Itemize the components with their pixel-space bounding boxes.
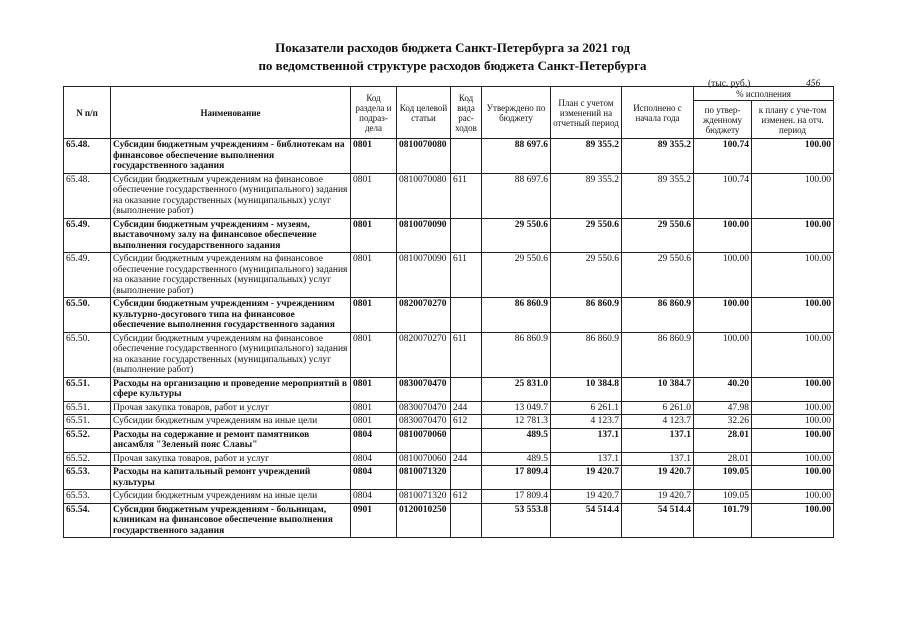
cell-plan: 19 420.7 bbox=[551, 490, 622, 504]
cell-section: 0801 bbox=[351, 139, 397, 174]
cell-approved: 25 831.0 bbox=[482, 377, 551, 401]
cell-plan: 4 123.7 bbox=[551, 415, 622, 429]
cell-plan: 86 860.9 bbox=[551, 298, 622, 333]
cell-plan: 19 420.7 bbox=[551, 466, 622, 490]
cell-num: 65.53. bbox=[64, 490, 111, 504]
cell-approved: 88 697.6 bbox=[482, 173, 551, 218]
cell-plan: 137.1 bbox=[551, 452, 622, 466]
cell-type: 612 bbox=[451, 415, 482, 429]
cell-target: 0120010250 bbox=[397, 503, 451, 538]
cell-section: 0801 bbox=[351, 173, 397, 218]
cell-target: 0810070060 bbox=[397, 452, 451, 466]
cell-pct-approved: 32.26 bbox=[694, 415, 752, 429]
cell-approved: 86 860.9 bbox=[482, 332, 551, 377]
cell-type: 244 bbox=[451, 452, 482, 466]
cell-target: 0810071320 bbox=[397, 466, 451, 490]
cell-plan: 10 384.8 bbox=[551, 377, 622, 401]
table-row bbox=[64, 401, 834, 415]
cell-section: 0804 bbox=[351, 428, 397, 452]
cell-target: 0820070270 bbox=[397, 332, 451, 377]
col-header-plan: План с учетом изменений на отчетный период bbox=[551, 87, 622, 139]
cell-plan: 29 550.6 bbox=[551, 253, 622, 298]
cell-plan: 89 355.2 bbox=[551, 139, 622, 174]
cell-executed: 29 550.6 bbox=[622, 218, 694, 253]
cell-section: 0801 bbox=[351, 401, 397, 415]
col-header-percent-group: % исполнения bbox=[694, 87, 834, 101]
cell-approved: 17 809.4 bbox=[482, 490, 551, 504]
cell-name: Субсидии бюджетным учреждениям на финансовое обеспечение государственного (муниципального) задания на оказание государственных (муниципальных) услуг (выполнение работ) bbox=[111, 332, 351, 377]
cell-executed: 86 860.9 bbox=[622, 298, 694, 333]
cell-executed: 137.1 bbox=[622, 428, 694, 452]
col-header-executed: Исполнено с начала года bbox=[622, 87, 694, 139]
cell-pct-plan: 100.00 bbox=[752, 173, 834, 218]
cell-approved: 86 860.9 bbox=[482, 298, 551, 333]
col-header-section: Код раздела и подраз-дела bbox=[351, 87, 397, 139]
cell-target: 0810071320 bbox=[397, 490, 451, 504]
table-row bbox=[64, 332, 834, 377]
cell-approved: 29 550.6 bbox=[482, 253, 551, 298]
cell-pct-approved: 100.74 bbox=[694, 139, 752, 174]
table-row bbox=[64, 490, 834, 504]
cell-pct-plan: 100.00 bbox=[752, 466, 834, 490]
report-title-line1: Показатели расходов бюджета Санкт-Петербурга за 2021 год bbox=[275, 40, 630, 55]
cell-approved: 13 049.7 bbox=[482, 401, 551, 415]
cell-name: Субсидии бюджетным учреждениям - учреждениям культурно-досугового типа на финансовое обеспечение выполнения государственного задания bbox=[111, 298, 351, 333]
cell-target: 0830070470 bbox=[397, 401, 451, 415]
cell-num: 65.52. bbox=[64, 452, 111, 466]
cell-executed: 29 550.6 bbox=[622, 253, 694, 298]
cell-target: 0810070090 bbox=[397, 253, 451, 298]
col-header-approved: Утверждено по бюджету bbox=[482, 87, 551, 139]
cell-section: 0801 bbox=[351, 218, 397, 253]
cell-type: 244 bbox=[451, 401, 482, 415]
col-header-pct-approved: по утвер-жденному бюджету bbox=[694, 101, 752, 139]
cell-num: 65.49. bbox=[64, 253, 111, 298]
cell-section: 0801 bbox=[351, 253, 397, 298]
cell-section: 0804 bbox=[351, 466, 397, 490]
cell-type: 611 bbox=[451, 253, 482, 298]
table-row bbox=[64, 218, 834, 253]
cell-target: 0810070090 bbox=[397, 218, 451, 253]
cell-plan: 54 514.4 bbox=[551, 503, 622, 538]
table-row bbox=[64, 466, 834, 490]
table-row bbox=[64, 415, 834, 429]
cell-approved: 12 781.3 bbox=[482, 415, 551, 429]
page-number: 456 bbox=[806, 79, 821, 89]
cell-approved: 53 553.8 bbox=[482, 503, 551, 538]
cell-section: 0801 bbox=[351, 415, 397, 429]
cell-section: 0801 bbox=[351, 377, 397, 401]
cell-name: Субсидии бюджетным учреждениям - больницам, клиникам на финансовое обеспечение выполнения государственного задания bbox=[111, 503, 351, 538]
cell-pct-plan: 100.00 bbox=[752, 377, 834, 401]
cell-target: 0830070470 bbox=[397, 377, 451, 401]
cell-target: 0810070080 bbox=[397, 173, 451, 218]
cell-pct-approved: 101.79 bbox=[694, 503, 752, 538]
cell-pct-approved: 100.74 bbox=[694, 173, 752, 218]
cell-type: 612 bbox=[451, 490, 482, 504]
cell-name: Субсидии бюджетным учреждениям на финансовое обеспечение государственного (муниципального) задания на оказание государственных (муниципальных) услуг (выполнение работ) bbox=[111, 173, 351, 218]
cell-num: 65.48. bbox=[64, 173, 111, 218]
table-body bbox=[64, 139, 834, 538]
cell-plan: 137.1 bbox=[551, 428, 622, 452]
cell-pct-approved: 100.00 bbox=[694, 332, 752, 377]
cell-approved: 489.5 bbox=[482, 428, 551, 452]
cell-executed: 89 355.2 bbox=[622, 139, 694, 174]
cell-pct-approved: 109.05 bbox=[694, 466, 752, 490]
cell-pct-plan: 100.00 bbox=[752, 332, 834, 377]
cell-pct-plan: 100.00 bbox=[752, 503, 834, 538]
cell-name: Субсидии бюджетным учреждениям на финансовое обеспечение государственного (муниципального) задания на оказание государственных (муниципальных) услуг (выполнение работ) bbox=[111, 253, 351, 298]
cell-target: 0820070270 bbox=[397, 298, 451, 333]
cell-target: 0830070470 bbox=[397, 415, 451, 429]
cell-type bbox=[451, 503, 482, 538]
cell-executed: 10 384.7 bbox=[622, 377, 694, 401]
cell-pct-approved: 47.98 bbox=[694, 401, 752, 415]
cell-num: 65.50. bbox=[64, 298, 111, 333]
cell-type bbox=[451, 298, 482, 333]
table-row bbox=[64, 298, 834, 333]
cell-executed: 137.1 bbox=[622, 452, 694, 466]
table-row bbox=[64, 428, 834, 452]
cell-num: 65.50. bbox=[64, 332, 111, 377]
cell-target: 0810070080 bbox=[397, 139, 451, 174]
cell-num: 65.54. bbox=[64, 503, 111, 538]
col-header-type: Код вида рас-ходов bbox=[451, 87, 482, 139]
cell-plan: 6 261.1 bbox=[551, 401, 622, 415]
cell-executed: 89 355.2 bbox=[622, 173, 694, 218]
col-header-num: N п/п bbox=[64, 87, 111, 139]
cell-name: Прочая закупка товаров, работ и услуг bbox=[111, 452, 351, 466]
cell-pct-plan: 100.00 bbox=[752, 139, 834, 174]
budget-table bbox=[63, 86, 834, 538]
cell-num: 65.51. bbox=[64, 401, 111, 415]
cell-executed: 6 261.0 bbox=[622, 401, 694, 415]
cell-approved: 489.5 bbox=[482, 452, 551, 466]
report-title-line2: по ведомственной структуре расходов бюджета Санкт-Петербурга bbox=[258, 58, 647, 73]
cell-num: 65.48. bbox=[64, 139, 111, 174]
cell-name: Субсидии бюджетным учреждениям - музеям, выставочному залу на финансовое обеспечение выполнения государственного задания bbox=[111, 218, 351, 253]
cell-pct-plan: 100.00 bbox=[752, 298, 834, 333]
cell-executed: 4 123.7 bbox=[622, 415, 694, 429]
col-header-pct-plan: к плану с уче-том изменен. на отч. период bbox=[752, 101, 834, 139]
cell-pct-approved: 100.00 bbox=[694, 218, 752, 253]
cell-plan: 29 550.6 bbox=[551, 218, 622, 253]
cell-approved: 88 697.6 bbox=[482, 139, 551, 174]
cell-pct-plan: 100.00 bbox=[752, 401, 834, 415]
cell-num: 65.53. bbox=[64, 466, 111, 490]
cell-type: 611 bbox=[451, 173, 482, 218]
cell-pct-plan: 100.00 bbox=[752, 452, 834, 466]
cell-num: 65.51. bbox=[64, 415, 111, 429]
cell-section: 0801 bbox=[351, 332, 397, 377]
cell-pct-plan: 100.00 bbox=[752, 428, 834, 452]
cell-pct-approved: 40.20 bbox=[694, 377, 752, 401]
cell-pct-plan: 100.00 bbox=[752, 415, 834, 429]
cell-pct-approved: 100.00 bbox=[694, 298, 752, 333]
cell-pct-approved: 28.01 bbox=[694, 428, 752, 452]
cell-pct-plan: 100.00 bbox=[752, 218, 834, 253]
cell-name: Субсидии бюджетным учреждениям - библиотекам на финансовое обеспечение выполнения государственного задания bbox=[111, 139, 351, 174]
cell-type bbox=[451, 218, 482, 253]
cell-pct-plan: 100.00 bbox=[752, 490, 834, 504]
table-row bbox=[64, 503, 834, 538]
cell-plan: 89 355.2 bbox=[551, 173, 622, 218]
cell-section: 0901 bbox=[351, 503, 397, 538]
cell-executed: 19 420.7 bbox=[622, 466, 694, 490]
table-row bbox=[64, 377, 834, 401]
cell-pct-plan: 100.00 bbox=[752, 253, 834, 298]
cell-pct-approved: 100.00 bbox=[694, 253, 752, 298]
cell-name: Субсидии бюджетным учреждениям на иные цели bbox=[111, 415, 351, 429]
cell-name: Прочая закупка товаров, работ и услуг bbox=[111, 401, 351, 415]
col-header-name: Наименование bbox=[111, 87, 351, 139]
cell-pct-approved: 109.05 bbox=[694, 490, 752, 504]
cell-section: 0804 bbox=[351, 490, 397, 504]
cell-plan: 86 860.9 bbox=[551, 332, 622, 377]
cell-section: 0801 bbox=[351, 298, 397, 333]
cell-num: 65.51. bbox=[64, 377, 111, 401]
col-header-target: Код целевой статьи bbox=[397, 87, 451, 139]
cell-name: Расходы на капитальный ремонт учреждений культуры bbox=[111, 466, 351, 490]
cell-type: 611 bbox=[451, 332, 482, 377]
cell-type bbox=[451, 428, 482, 452]
cell-executed: 86 860.9 bbox=[622, 332, 694, 377]
cell-executed: 54 514.4 bbox=[622, 503, 694, 538]
table-row bbox=[64, 139, 834, 174]
cell-pct-approved: 28.01 bbox=[694, 452, 752, 466]
cell-name: Субсидии бюджетным учреждениям на иные цели bbox=[111, 490, 351, 504]
cell-type bbox=[451, 377, 482, 401]
cell-executed: 19 420.7 bbox=[622, 490, 694, 504]
cell-name: Расходы на содержание и ремонт памятников ансамбля "Зеленый пояс Славы" bbox=[111, 428, 351, 452]
table-row bbox=[64, 173, 834, 218]
cell-num: 65.52. bbox=[64, 428, 111, 452]
cell-target: 0810070060 bbox=[397, 428, 451, 452]
units-label: (тыс. руб.) bbox=[708, 79, 751, 89]
table-row bbox=[64, 452, 834, 466]
cell-approved: 29 550.6 bbox=[482, 218, 551, 253]
cell-name: Расходы на организацию и проведение мероприятий в сфере культуры bbox=[111, 377, 351, 401]
cell-type bbox=[451, 139, 482, 174]
table-row bbox=[64, 253, 834, 298]
cell-type bbox=[451, 466, 482, 490]
cell-num: 65.49. bbox=[64, 218, 111, 253]
cell-approved: 17 809.4 bbox=[482, 466, 551, 490]
cell-section: 0804 bbox=[351, 452, 397, 466]
